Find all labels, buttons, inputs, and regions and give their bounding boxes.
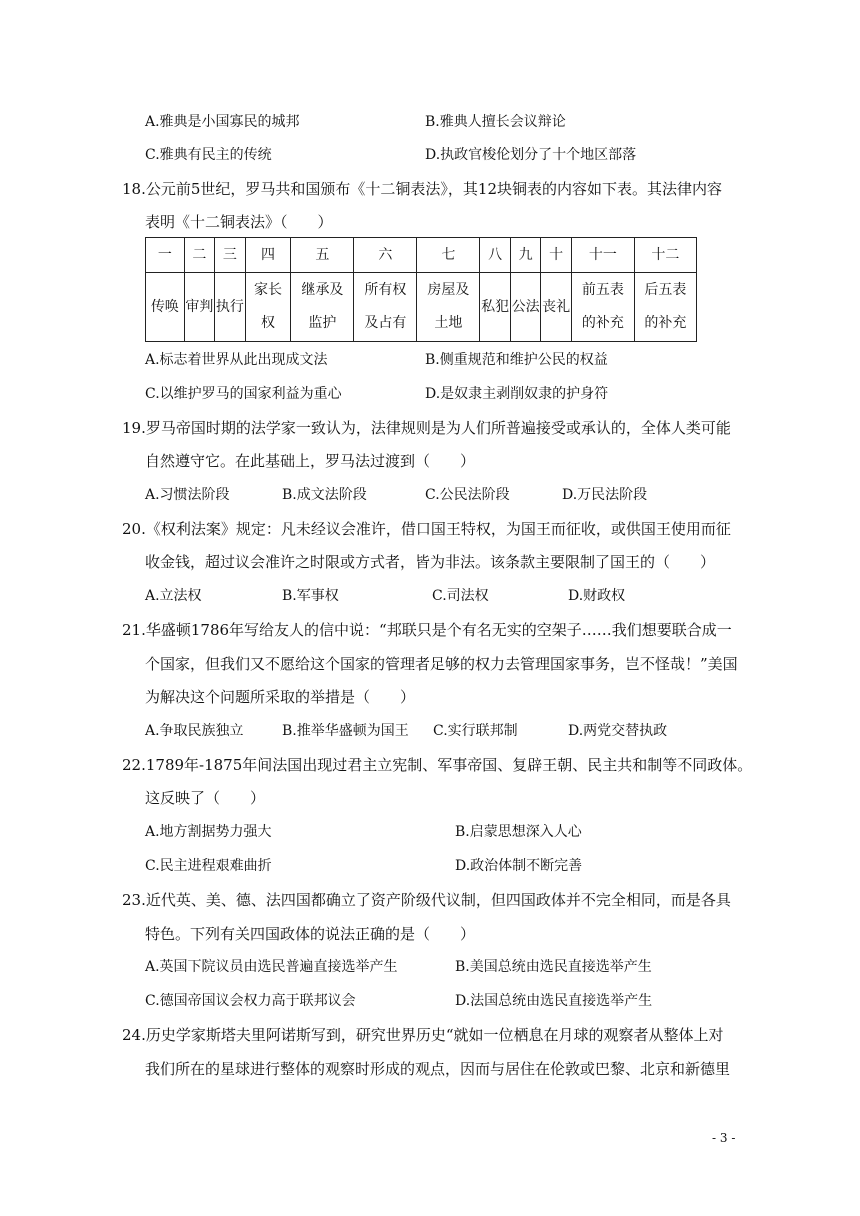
table-header-cell: 一 bbox=[146, 238, 185, 273]
table-header-cell: 二 bbox=[184, 238, 214, 273]
q23-stem-line2: 特色。下列有关四国政体的说法正确的是（ ） bbox=[145, 925, 476, 943]
table-content-cell: 家长权 bbox=[253, 282, 282, 331]
table-content-cell: 后五表的补充 bbox=[644, 282, 687, 331]
q19-stem-line2: 自然遵守它。在此基础上，罗马法过渡到（ ） bbox=[145, 452, 476, 470]
q18-option-c: C.以维护罗马的国家利益为重心 bbox=[145, 386, 342, 402]
q17-option-b: B.雅典人擅长会议辩论 bbox=[425, 114, 566, 130]
q17-option-a: A.雅典是小国寡民的城邦 bbox=[145, 114, 300, 130]
q21-stem-line3: 为解决这个问题所采取的举措是（ ） bbox=[145, 688, 416, 706]
table-header-cell: 八 bbox=[480, 238, 510, 273]
q23-option-c: C.德国帝国议会权力高于联邦议会 bbox=[145, 993, 356, 1009]
table-content-cell: 房屋及土地 bbox=[427, 282, 470, 331]
q22-stem-line1: 22.1789年-1875年间法国出现过君主立宪制、军事帝国、复辟王朝、民主共和制等不同政体。 bbox=[122, 756, 753, 774]
table-header-cell: 九 bbox=[510, 238, 540, 273]
q17-option-d: D.执政官梭伦划分了十个地区部落 bbox=[425, 147, 637, 163]
q23-option-a: A.英国下院议员由选民普遍直接选举产生 bbox=[145, 959, 398, 975]
table-header-cell: 十一 bbox=[571, 238, 634, 273]
q17-option-c: C.雅典有民主的传统 bbox=[145, 147, 272, 163]
table-header-cell: 六 bbox=[354, 238, 417, 273]
table-header-cell: 五 bbox=[291, 238, 354, 273]
q21-option-c: C.实行联邦制 bbox=[433, 723, 518, 739]
table-content-cell: 私犯 bbox=[481, 298, 510, 315]
q24-stem-line1: 24.历史学家斯塔夫里阿诺斯写到，研究世界历史“就如一位栖息在月球的观察者从整体上对 bbox=[122, 1026, 724, 1044]
q20-stem-line1: 20.《权利法案》规定：凡未经议会准许，借口国王特权，为国王而征收，或供国王使用而征 bbox=[122, 520, 731, 538]
q21-stem-line2: 个国家，但我们又不愿给这个国家的管理者足够的权力去管理国家事务，岂不怪哉！”美国 bbox=[145, 655, 738, 673]
table-content-cell: 前五表的补充 bbox=[581, 282, 624, 331]
table-content-cell: 丧礼 bbox=[542, 298, 571, 315]
q23-stem-line1: 23.近代英、美、德、法四国都确立了资产阶级代议制，但四国政体并不完全相同，而是各具 bbox=[122, 891, 731, 909]
q20-option-b: B.军事权 bbox=[282, 588, 339, 604]
q19-option-c: C.公民法阶段 bbox=[425, 487, 510, 503]
table-content-cell: 公法 bbox=[511, 298, 540, 315]
table-header-cell: 十 bbox=[541, 238, 571, 273]
table-content-row bbox=[146, 273, 697, 342]
q20-stem-line2: 收金钱，超过议会准许之时限或方式者，皆为非法。该条款主要限制了国王的（ ） bbox=[145, 553, 716, 571]
table-content-cell: 继承及监护 bbox=[301, 282, 344, 331]
q18-option-a: A.标志着世界从此出现成文法 bbox=[145, 352, 328, 368]
table-header-cell: 三 bbox=[215, 238, 245, 273]
q18-option-b: B.侧重规范和维护公民的权益 bbox=[425, 352, 608, 368]
q21-option-a: A.争取民族独立 bbox=[145, 723, 244, 739]
q20-option-a: A.立法权 bbox=[145, 588, 202, 604]
q19-option-b: B.成文法阶段 bbox=[282, 487, 367, 503]
table-content-cell: 审判 bbox=[185, 298, 214, 315]
table-header-row bbox=[146, 238, 697, 273]
q22-stem-line2: 这反映了（ ） bbox=[145, 789, 266, 807]
q23-option-d: D.法国总统由选民直接选举产生 bbox=[455, 993, 653, 1009]
q24-stem-line2: 我们所在的星球进行整体的观察时形成的观点，因而与居住在伦敦或巴黎、北京和新德里 bbox=[145, 1060, 731, 1078]
q21-option-b: B.推举华盛顿为国王 bbox=[282, 723, 409, 739]
q18-stem-line2: 表明《十二铜表法》（ ） bbox=[145, 213, 333, 231]
q19-option-d: D.万民法阶段 bbox=[562, 487, 648, 503]
q21-stem-line1: 21.华盛顿1786年写给友人的信中说：“邦联只是个有名无实的空架子……我们想要联合成一 bbox=[122, 621, 732, 639]
q22-option-b: B.启蒙思想深入人心 bbox=[455, 824, 582, 840]
q23-option-b: B.美国总统由选民直接选举产生 bbox=[455, 959, 652, 975]
table-content-cell: 执行 bbox=[215, 298, 244, 315]
table-content-cell: 所有权及占有 bbox=[364, 282, 407, 331]
q20-option-c: C.司法权 bbox=[432, 588, 489, 604]
q18-option-d: D.是奴隶主剥削奴隶的护身符 bbox=[425, 386, 609, 402]
q21-option-d: D.两党交替执政 bbox=[568, 723, 668, 739]
q18-stem-line1: 18.公元前5世纪，罗马共和国颁布《十二铜表法》，其12块铜表的内容如下表。其法律内容 bbox=[122, 180, 722, 198]
q19-stem-line1: 19.罗马帝国时期的法学家一致认为，法律规则是为人们所普遍接受或承认的，全体人类可能 bbox=[122, 419, 731, 437]
q19-option-a: A.习惯法阶段 bbox=[145, 487, 230, 503]
q20-option-d: D.财政权 bbox=[568, 588, 626, 604]
table-content-cell: 传唤 bbox=[150, 298, 179, 315]
q22-option-c: C.民主进程艰难曲折 bbox=[145, 858, 272, 874]
q22-option-d: D.政治体制不断完善 bbox=[455, 858, 583, 874]
q22-option-a: A.地方割据势力强大 bbox=[145, 824, 272, 840]
table-header-cell: 十二 bbox=[634, 238, 696, 273]
table-header-cell: 四 bbox=[245, 238, 291, 273]
page-number: - 3 - bbox=[712, 1131, 736, 1145]
bronze-tables-table bbox=[145, 237, 697, 342]
table-header-cell: 七 bbox=[417, 238, 480, 273]
